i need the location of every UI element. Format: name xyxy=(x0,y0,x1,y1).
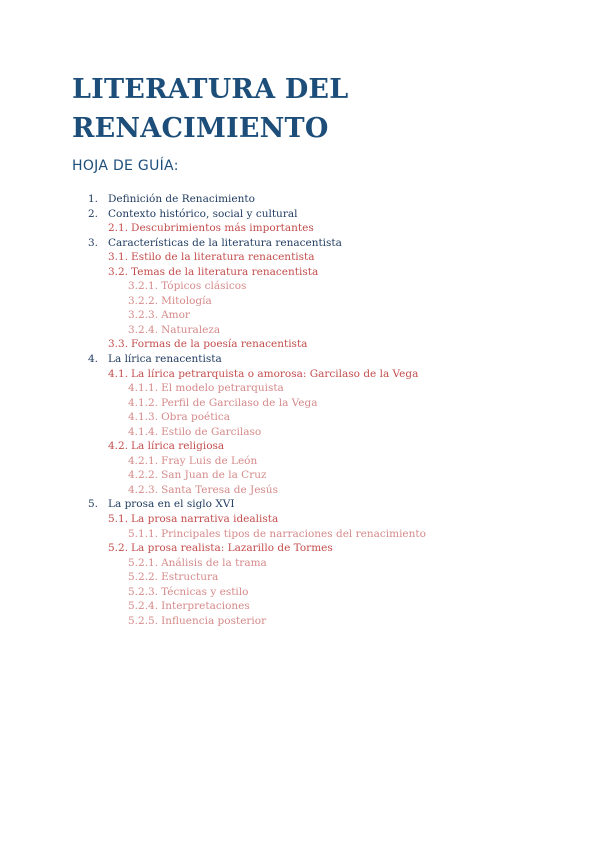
toc-item-level-2 xyxy=(88,439,426,454)
toc-item-number: 4.2.3. xyxy=(128,483,159,496)
toc-item-label: Descubrimientos más importantes xyxy=(131,222,314,235)
toc-item-level-2 xyxy=(88,221,426,236)
toc-item-number: 4.1.4. xyxy=(128,425,159,438)
toc-item-level-3 xyxy=(88,585,426,600)
toc-item-level-3 xyxy=(88,381,426,396)
toc-item-label: La prosa narrativa idealista xyxy=(131,513,279,526)
document-subtitle: HOJA DE GUÍA: xyxy=(72,158,179,174)
table-of-contents xyxy=(88,192,426,628)
toc-item-label: Análisis de la trama xyxy=(161,556,267,569)
toc-item-label: Estilo de la literatura renacentista xyxy=(131,251,315,264)
toc-item-label: Tópicos clásicos xyxy=(161,280,247,293)
toc-item-level-3 xyxy=(88,556,426,571)
toc-item-level-3 xyxy=(88,410,426,425)
toc-item-label: Mitología xyxy=(161,294,212,307)
toc-item-number: 4.2.2. xyxy=(128,469,159,482)
toc-item-label: Definición de Renacimiento xyxy=(108,193,255,205)
toc-item-number: 3.2.1. xyxy=(128,280,159,293)
toc-item-level-2 xyxy=(88,512,426,527)
toc-item-label: Principales tipos de narraciones del renacimiento xyxy=(161,527,426,540)
toc-item-label: Influencia posterior xyxy=(161,614,267,627)
toc-item-label: Contexto histórico, social y cultural xyxy=(108,207,298,220)
toc-item-label: Obra poética xyxy=(161,411,230,424)
toc-item-level-3 xyxy=(88,279,426,294)
toc-item-label: Fray Luis de León xyxy=(161,454,258,467)
toc-item-number: 5.2.1. xyxy=(128,556,159,569)
toc-item-label: Temas de la literatura renacentista xyxy=(131,265,319,278)
toc-item-number: 2. xyxy=(88,207,99,220)
toc-item-label: Naturaleza xyxy=(161,323,221,336)
toc-item-number: 5.2.3. xyxy=(128,585,159,598)
toc-item-level-3 xyxy=(88,396,426,411)
toc-item-level-3 xyxy=(88,294,426,309)
toc-item-level-3 xyxy=(88,323,426,338)
toc-item-number: 3.2.4. xyxy=(128,323,159,336)
toc-item-level-3 xyxy=(88,468,426,483)
toc-item-level-3 xyxy=(88,527,426,542)
toc-item-number: 3.2. xyxy=(108,265,129,278)
toc-item-number: 5.2. xyxy=(108,542,129,555)
document-title xyxy=(72,70,348,148)
title-line-1: LITERATURA DEL xyxy=(72,74,349,105)
toc-item-level-2 xyxy=(88,337,426,352)
toc-item-number: 5.2.4. xyxy=(128,600,159,613)
toc-item-number: 3. xyxy=(88,236,99,249)
toc-item-number: 3.3. xyxy=(108,338,129,351)
toc-item-level-3 xyxy=(88,308,426,323)
toc-item-number: 4. xyxy=(88,353,99,366)
toc-item-number: 5.2.5. xyxy=(128,614,159,627)
toc-item-number: 2.1. xyxy=(108,222,129,235)
toc-item-label: Perfil de Garcilaso de la Vega xyxy=(161,396,318,409)
toc-item-level-1 xyxy=(88,236,426,251)
toc-item-label: Características de la literatura renacentista xyxy=(108,236,342,249)
toc-item-number: 3.2.2. xyxy=(128,294,159,307)
toc-item-level-3 xyxy=(88,570,426,585)
toc-item-level-3 xyxy=(88,599,426,614)
toc-item-number: 5.1. xyxy=(108,513,129,526)
toc-item-number: 4.2.1. xyxy=(128,454,159,467)
toc-item-label: La lírica petrarquista o amorosa: Garcilaso de la Vega xyxy=(131,367,419,380)
toc-item-label: Santa Teresa de Jesús xyxy=(161,483,278,496)
toc-item-number: 5. xyxy=(88,498,99,511)
toc-item-level-1 xyxy=(88,497,426,512)
toc-item-number: 3.1. xyxy=(108,251,129,264)
toc-item-label: La lírica renacentista xyxy=(108,353,222,366)
toc-item-number: 5.1.1. xyxy=(128,527,159,540)
toc-item-label: Interpretaciones xyxy=(161,600,250,613)
toc-item-number: 3.2.3. xyxy=(128,309,159,322)
toc-item-label: Estructura xyxy=(161,571,219,584)
toc-item-number: 4.1.1. xyxy=(128,382,159,395)
toc-item-label: Estilo de Garcilaso xyxy=(161,425,262,438)
toc-item-label: Técnicas y estilo xyxy=(161,585,249,598)
toc-item-number: 4.1.3. xyxy=(128,411,159,424)
toc-item-number: 4.1. xyxy=(108,367,129,380)
toc-item-number: 5.2.2. xyxy=(128,571,159,584)
toc-item-label: San Juan de la Cruz xyxy=(161,469,267,482)
toc-item-label: La prosa en el siglo XVI xyxy=(108,498,235,511)
toc-item-label: Formas de la poesía renacentista xyxy=(131,338,308,351)
toc-item-level-3 xyxy=(88,454,426,469)
toc-item-level-2 xyxy=(88,541,426,556)
toc-item-label: Amor xyxy=(161,309,190,322)
toc-item-label: La prosa realista: Lazarillo de Tormes xyxy=(131,542,333,555)
toc-item-number: 1. xyxy=(88,193,99,205)
toc-item-level-2 xyxy=(88,250,426,265)
toc-item-level-3 xyxy=(88,425,426,440)
toc-item-level-2 xyxy=(88,265,426,280)
toc-item-level-3 xyxy=(88,483,426,498)
toc-item-level-2 xyxy=(88,367,426,382)
toc-item-label: La lírica religiosa xyxy=(131,440,225,453)
toc-item-label: El modelo petrarquista xyxy=(161,382,284,395)
toc-item-level-3 xyxy=(88,614,426,629)
toc-item-number: 4.1.2. xyxy=(128,396,159,409)
toc-item-number: 4.2. xyxy=(108,440,129,453)
toc-item-level-1 xyxy=(88,192,426,207)
title-line-2: RENACIMIENTO xyxy=(72,113,329,144)
toc-item-level-1 xyxy=(88,352,426,367)
toc-item-level-1 xyxy=(88,207,426,222)
